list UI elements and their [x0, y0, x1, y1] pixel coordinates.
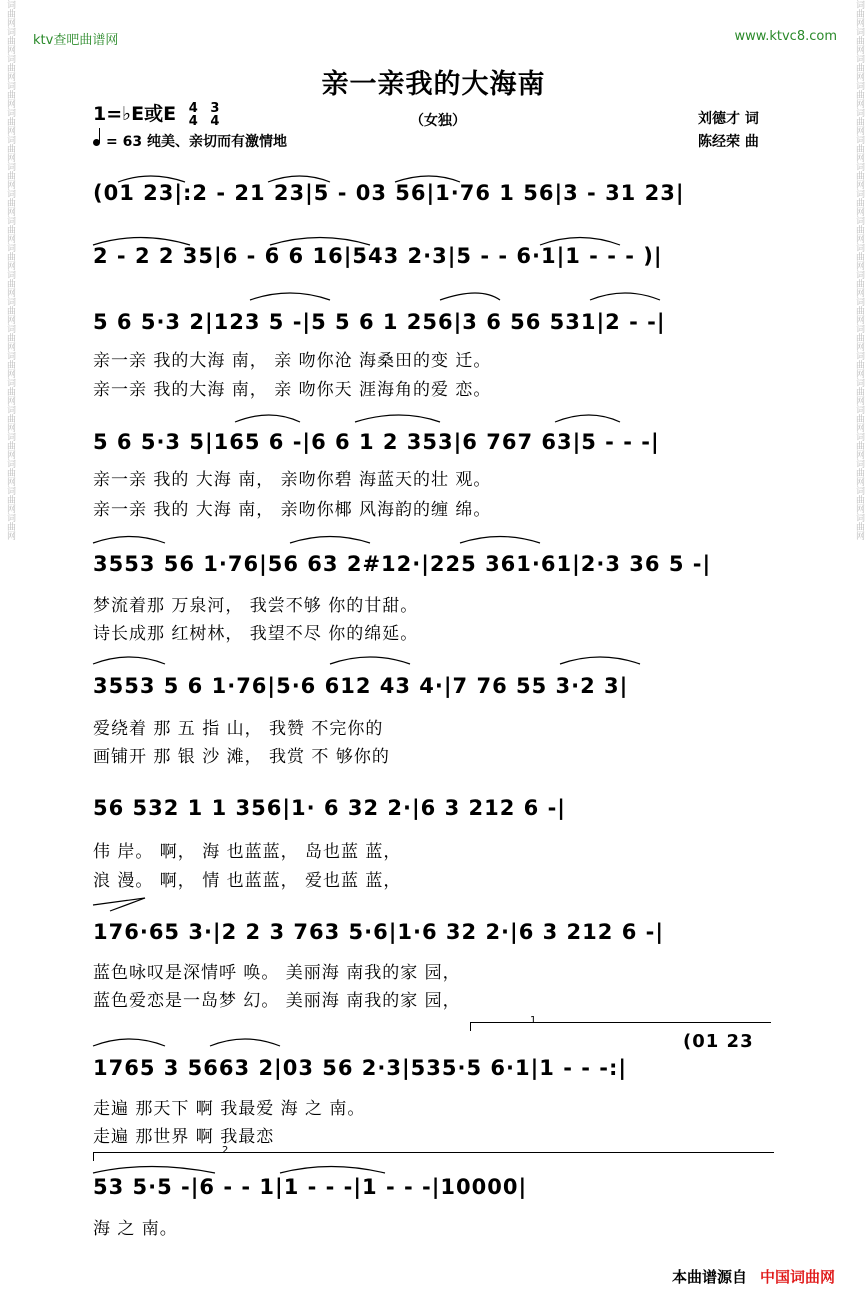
- slur-arc: [440, 293, 500, 300]
- lyric-line-10a: 海 之 南。: [93, 1219, 178, 1239]
- meter-b: 3 4: [210, 100, 220, 129]
- score-line-2: 2 - 2 2 35|6 - 6 6 16|543 2·3|5 - - 6·1|1 - - - )|: [93, 244, 663, 268]
- slur-arc: [250, 293, 330, 300]
- lyric-line-9b: 走遍 那世界 啊 我最恋: [93, 1127, 275, 1147]
- meter-a: 4 4: [188, 100, 198, 129]
- score-line-5: 3553 56 1·76|56 63 2#12·|225 361·61|2·3 36 5 -|: [93, 552, 712, 576]
- volta-2-number: 2: [222, 1145, 229, 1156]
- slur-arc: [280, 1167, 385, 1174]
- slur-arc: [270, 238, 370, 246]
- score-line-7: 56 532 1 1 356|1· 6 32 2·|6 3 212 6 -|: [93, 796, 566, 820]
- slur-arc: [290, 537, 370, 544]
- lyric-line-6a: 爱绕着 那 五 指 山， 我赞 不完你的: [93, 719, 384, 739]
- lyric-line-7b: 浪 漫。 啊， 情 也蓝蓝， 爱也蓝 蓝，: [93, 871, 402, 891]
- right-watermark-strip: 词曲网词曲网词曲网词曲网词曲网词曲网词曲网词曲网词曲网词曲网词曲网词曲网词曲网词曲网词曲网词曲网词曲网词曲网词曲网词曲网: [854, 0, 864, 540]
- slur-arc: [93, 537, 165, 544]
- slur-arc: [268, 176, 330, 182]
- score-line-10: 53 5·5 -|6 - - 1|1 - - -|1 - - -|10000|: [93, 1175, 528, 1199]
- site-name-left[interactable]: ktv查吧曲谱网: [33, 33, 119, 48]
- slur-arc: [540, 238, 620, 246]
- lyric-line-3a: 亲一亲 我的大海 南， 亲 吻你沧 海桑田的变 迁。: [93, 351, 492, 371]
- source-site-link[interactable]: 中国词曲网: [759, 1268, 835, 1286]
- lyric-line-8a: 蓝色咏叹是深情呼 唤。 美丽海 南我的家 园，: [93, 963, 461, 983]
- lyric-line-4a: 亲一亲 我的 大海 南， 亲吻你碧 海蓝天的壮 观。: [93, 470, 492, 490]
- slur-arc: [460, 537, 540, 544]
- slur-arc: [560, 657, 640, 664]
- voice-type: （女独）: [410, 113, 466, 129]
- lyricist-credit: 刘德才 词: [698, 111, 759, 127]
- score-line-6: 3553 5 6 1·76|5·6 612 43 4·|7 76 55 3·2 3|: [93, 674, 629, 698]
- slur-arc: [93, 1039, 165, 1046]
- score-line-4: 5 6 5·3 5|165 6 -|6 6 1 2 353|6 767 63|5 - - -|: [93, 430, 660, 454]
- slur-arc: [555, 415, 620, 422]
- lyric-line-5b: 诗长成那 红树林， 我望不尽 你的绵延。: [93, 624, 419, 644]
- slur-arc: [93, 657, 165, 664]
- lyric-line-6b: 画铺开 那 银 沙 滩， 我赏 不 够你的: [93, 747, 390, 767]
- lyric-line-8b: 蓝色爱恋是一岛梦 幻。 美丽海 南我的家 园，: [93, 991, 461, 1011]
- tempo-text: = 63 纯美、亲切而有激情地: [106, 134, 287, 150]
- score-line-9: 1765 3 5663 2|03 56 2·3|535·5 6·1|1 - - -:|: [93, 1056, 628, 1080]
- slur-arc: [118, 176, 185, 182]
- lyric-line-9a: 走遍 那天下 啊 我最爱 海 之 南。: [93, 1099, 366, 1119]
- slur-arc: [235, 415, 300, 422]
- slur-arc: [590, 293, 660, 300]
- lyric-line-7a: 伟 岸。 啊， 海 也蓝蓝， 岛也蓝 蓝，: [93, 842, 402, 862]
- lyric-line-4b: 亲一亲 我的 大海 南， 亲吻你椰 风海韵的缠 绵。: [93, 500, 492, 520]
- composer-credit: 陈经荣 曲: [698, 134, 759, 150]
- lyric-line-3b: 亲一亲 我的大海 南， 亲 吻你天 涯海角的爱 恋。: [93, 380, 492, 400]
- lyric-line-5a: 梦流着那 万泉河， 我尝不够 你的甘甜。: [93, 596, 419, 616]
- slur-arc: [395, 176, 460, 182]
- score-line-1: (01 23|:2 - 21 23|5 - 03 56|1·76 1 56|3 - 31 23|: [93, 181, 685, 205]
- site-url-right[interactable]: www.ktvc8.com: [734, 29, 837, 44]
- repeat-pickup: (01 23: [683, 1031, 754, 1052]
- slur-arc: [93, 1167, 215, 1174]
- slur-arc: [330, 657, 410, 664]
- source-label: 本曲谱源自: [671, 1268, 747, 1286]
- slur-arc: [210, 1039, 280, 1046]
- slur-arc: [355, 415, 440, 422]
- song-title: 亲一亲我的大海南: [321, 69, 546, 100]
- score-line-3: 5 6 5·3 2|123 5 -|5 5 6 1 256|3 6 56 531|2 - -|: [93, 310, 666, 334]
- key-text: 1=♭E或E: [93, 103, 177, 125]
- score-line-8: 176·65 3·|2 2 3 763 5·6|1·6 32 2·|6 3 212 6 -|: [93, 920, 664, 944]
- left-watermark-strip: 词曲网词曲网词曲网词曲网词曲网词曲网词曲网词曲网词曲网词曲网词曲网词曲网词曲网词曲网词曲网词曲网词曲网词曲网词曲网词曲网: [5, 0, 15, 540]
- slur-arc: [93, 238, 190, 246]
- volta-1-number: 1: [530, 1015, 537, 1026]
